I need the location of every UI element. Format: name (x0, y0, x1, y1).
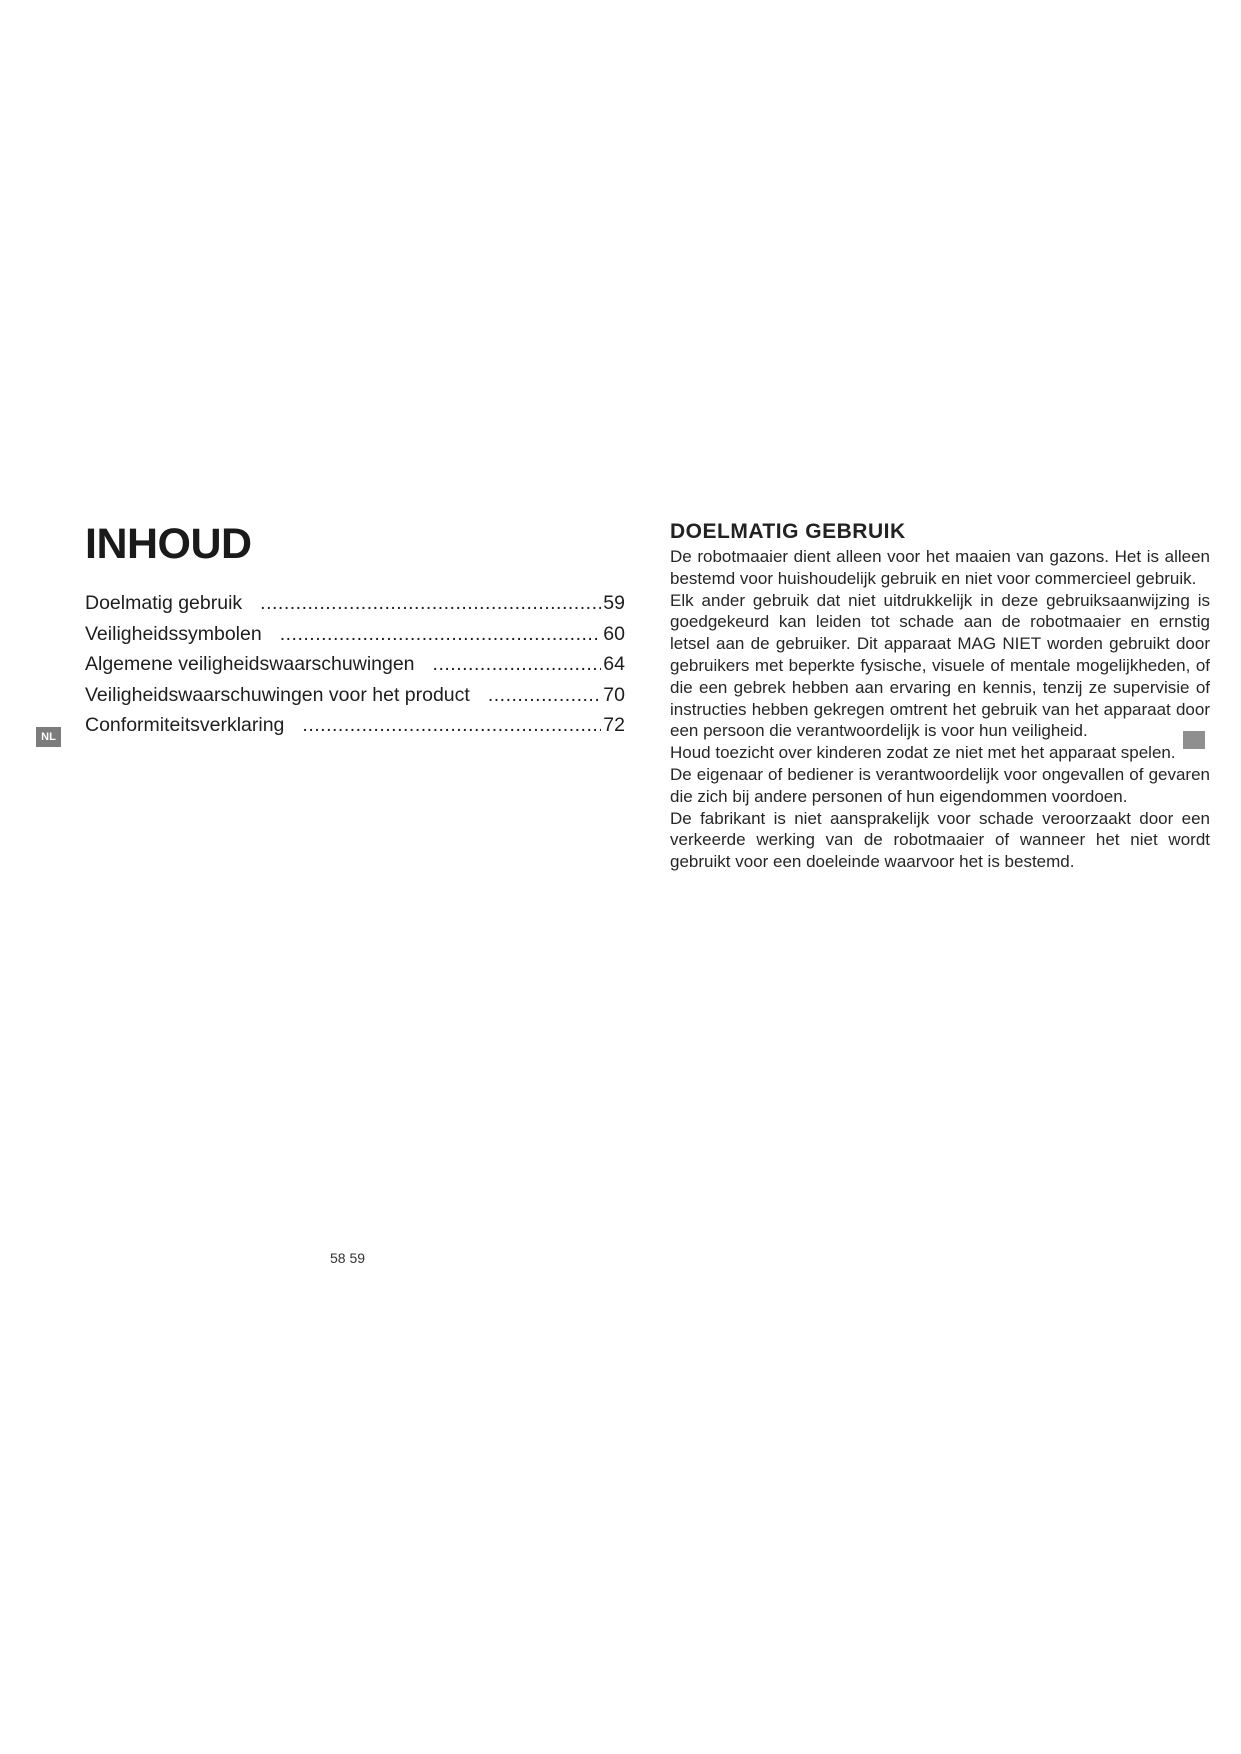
toc-entry-page: 70 (603, 683, 625, 706)
toc-leader-dots (302, 710, 601, 741)
toc-leader-dots (260, 588, 601, 619)
toc-entry-label: Algemene veiligheidswaarschuwingen (85, 653, 415, 675)
body-paragraph: De robotmaaier dient alleen voor het maaien van gazons. Het is alleen bestemd voor huishoudelijk gebruik en niet voor commercieel gebruik. (670, 547, 1210, 588)
section-body (670, 546, 1210, 873)
toc-entry-page: 59 (603, 592, 625, 614)
toc-entry-page: 72 (603, 714, 625, 736)
table-of-contents (85, 588, 625, 741)
toc-entry-label: Veiligheidswaarschuwingen voor het product (85, 683, 470, 706)
section-heading: DOELMATIG GEBRUIK (670, 520, 906, 543)
toc-entry-algemene-veiligheidswaarschuwingen[interactable] (85, 649, 625, 680)
toc-entry-label: Conformiteitsverklaring (85, 714, 285, 736)
toc-entry-label: Doelmatig gebruik (85, 592, 243, 614)
language-tab: NL (36, 727, 61, 747)
body-paragraph: De eigenaar of bediener is verantwoordelijk voor ongevallen of gevaren die zich bij andere personen of hun eigendommen voordoen. (670, 764, 1210, 806)
toc-entry-label: Veiligheidssymbolen (85, 622, 262, 645)
toc-entry-doelmatig-gebruik[interactable] (85, 588, 625, 619)
toc-leader-dots (433, 649, 602, 680)
toc-entry-conformiteitsverklaring[interactable] (85, 710, 625, 741)
toc-entry-veiligheidssymbolen[interactable] (85, 619, 625, 650)
toc-entry-page: 64 (603, 653, 625, 675)
body-paragraph: Houd toezicht over kinderen zodat ze niet met het apparaat spelen. (670, 743, 1176, 763)
page-numbers: 58 59 (330, 1250, 366, 1266)
page-edge-marker (1183, 731, 1205, 749)
body-paragraph: De fabrikant is niet aansprakelijk voor schade veroorzaakt door een verkeerde werking van de robotmaaier of wanneer het niet wordt gebruikt voor een doeleinde waarvoor het is bestemd. (670, 808, 1210, 872)
toc-entry-veiligheidswaarschuwingen-product[interactable] (85, 680, 625, 711)
toc-entry-page: 60 (603, 622, 625, 645)
toc-title: INHOUD (85, 520, 252, 568)
toc-leader-dots (280, 619, 602, 650)
body-paragraph: Elk ander gebruik dat niet uitdrukkelijk in deze gebruiksaanwijzing is goedgekeurd kan leiden tot schade aan de robotmaaier en ernstig letsel aan de gebruiker. Dit apparaat MAG NIET worden gebruikt door gebruikers met beperkte fysische, visuele of mentale mogelijkheden, of die een gebrek hebben aan ervaring en kennis, tenzij ze supervisie of instructies hebben gekregen omtrent het gebruik van het apparaat door een persoon die verantwoordelijk is voor hun veiligheid. (670, 590, 1210, 741)
toc-leader-dots (488, 680, 601, 711)
